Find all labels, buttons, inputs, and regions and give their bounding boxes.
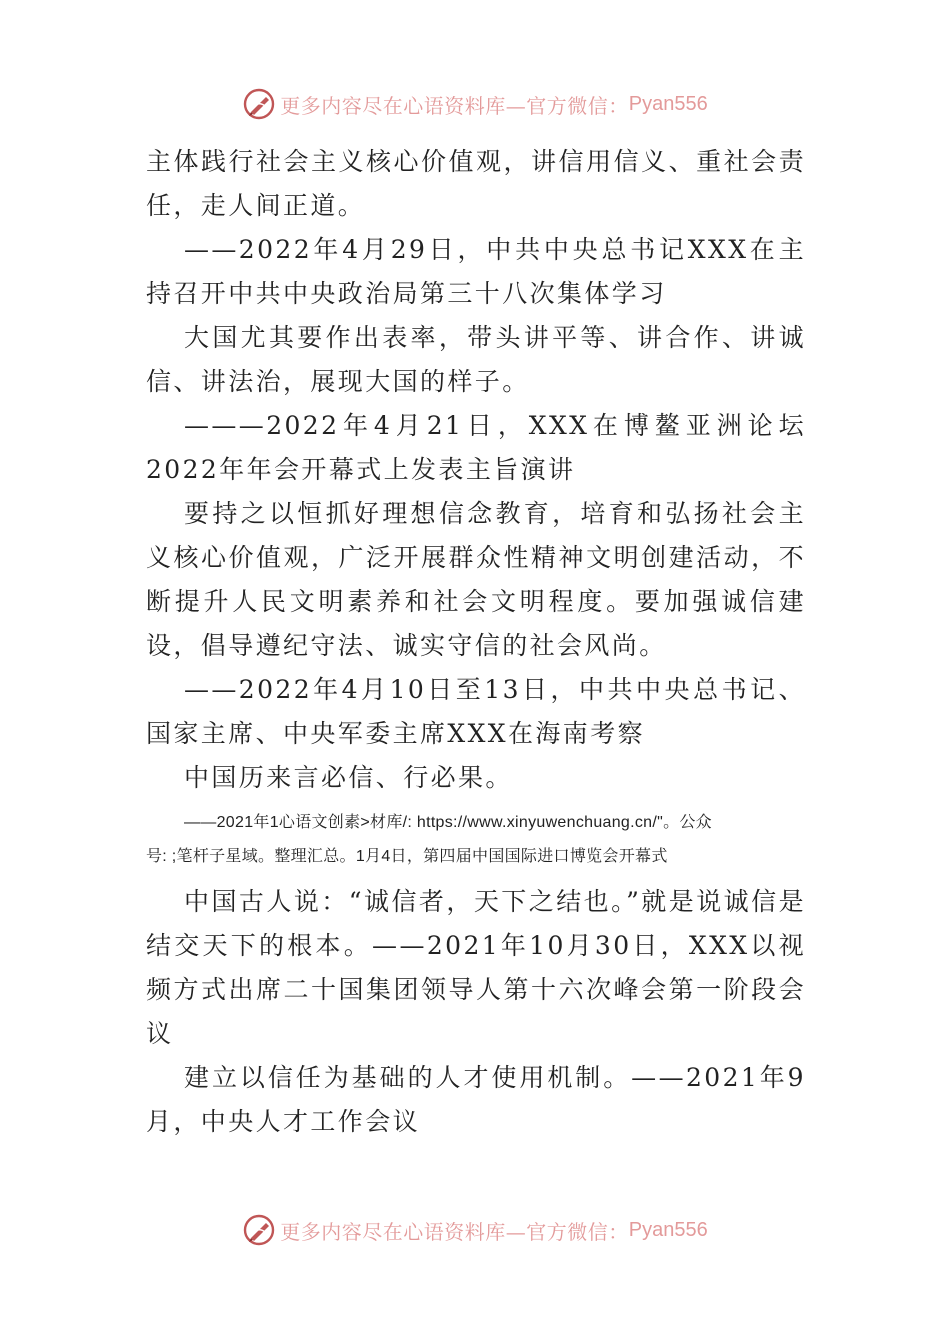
small-note-line-1: ——2021年1心语文创素>材库/: https://www.xinyuwenchuang.cn/"。公众	[184, 814, 712, 831]
watermark-wechat-id: Pyan556	[628, 92, 708, 115]
paragraph-7: 中国历来言必信、行必果。	[184, 763, 513, 792]
watermark-wechat-id: Pyan556	[628, 1218, 708, 1241]
footer-watermark	[0, 1210, 950, 1250]
watermark-text: 更多内容尽在心语资料库—官方微信：	[280, 93, 629, 118]
pen-logo-icon	[242, 1213, 276, 1247]
paragraph-8: 中国古人说：“诚信者，天下之结也。”就是说诚信是结交天下的根本。——2021年10月30日，XXX以视频方式出席二十国集团领导人第十六次峰会第一阶段会议	[146, 887, 806, 1048]
paragraph-6: ——2022年4月10日至13日，中共中央总书记、国家主席、中央军委主席XXX在海南考察	[146, 675, 806, 748]
paragraph-9: 建立以信任为基础的人才使用机制。——2021年9月，中央人才工作会议	[146, 1063, 806, 1136]
document-body	[146, 140, 806, 1144]
paragraph-5: 要持之以恒抓好理想信念教育，培育和弘扬社会主义核心价值观，广泛开展群众性精神文明创建活动，不断提升人民文明素养和社会文明程度。要加强诚信建设，倡导遵纪守法、诚实守信的社会风尚。	[146, 499, 806, 660]
paragraph-2: ——2022年4月29日，中共中央总书记XXX在主持召开中共中央政治局第三十八次集体学习	[146, 235, 806, 308]
small-note-line-2: 号: ;笔杆子星域。整理汇总。1月4日，第四届中国国际进口博览会开幕式	[146, 848, 668, 865]
watermark-text: 更多内容尽在心语资料库—官方微信：	[280, 1219, 629, 1244]
pen-logo-icon	[242, 87, 276, 121]
paragraph-3: 大国尤其要作出表率，带头讲平等、讲合作、讲诚信、讲法治，展现大国的样子。	[146, 323, 806, 396]
header-watermark	[0, 84, 950, 124]
paragraph-4: ———2022年4月21日，XXX在博鳌亚洲论坛2022年年会开幕式上发表主旨演讲	[146, 411, 806, 484]
paragraph-1: 主体践行社会主义核心价值观，讲信用信义、重社会责任，走人间正道。	[146, 147, 806, 220]
